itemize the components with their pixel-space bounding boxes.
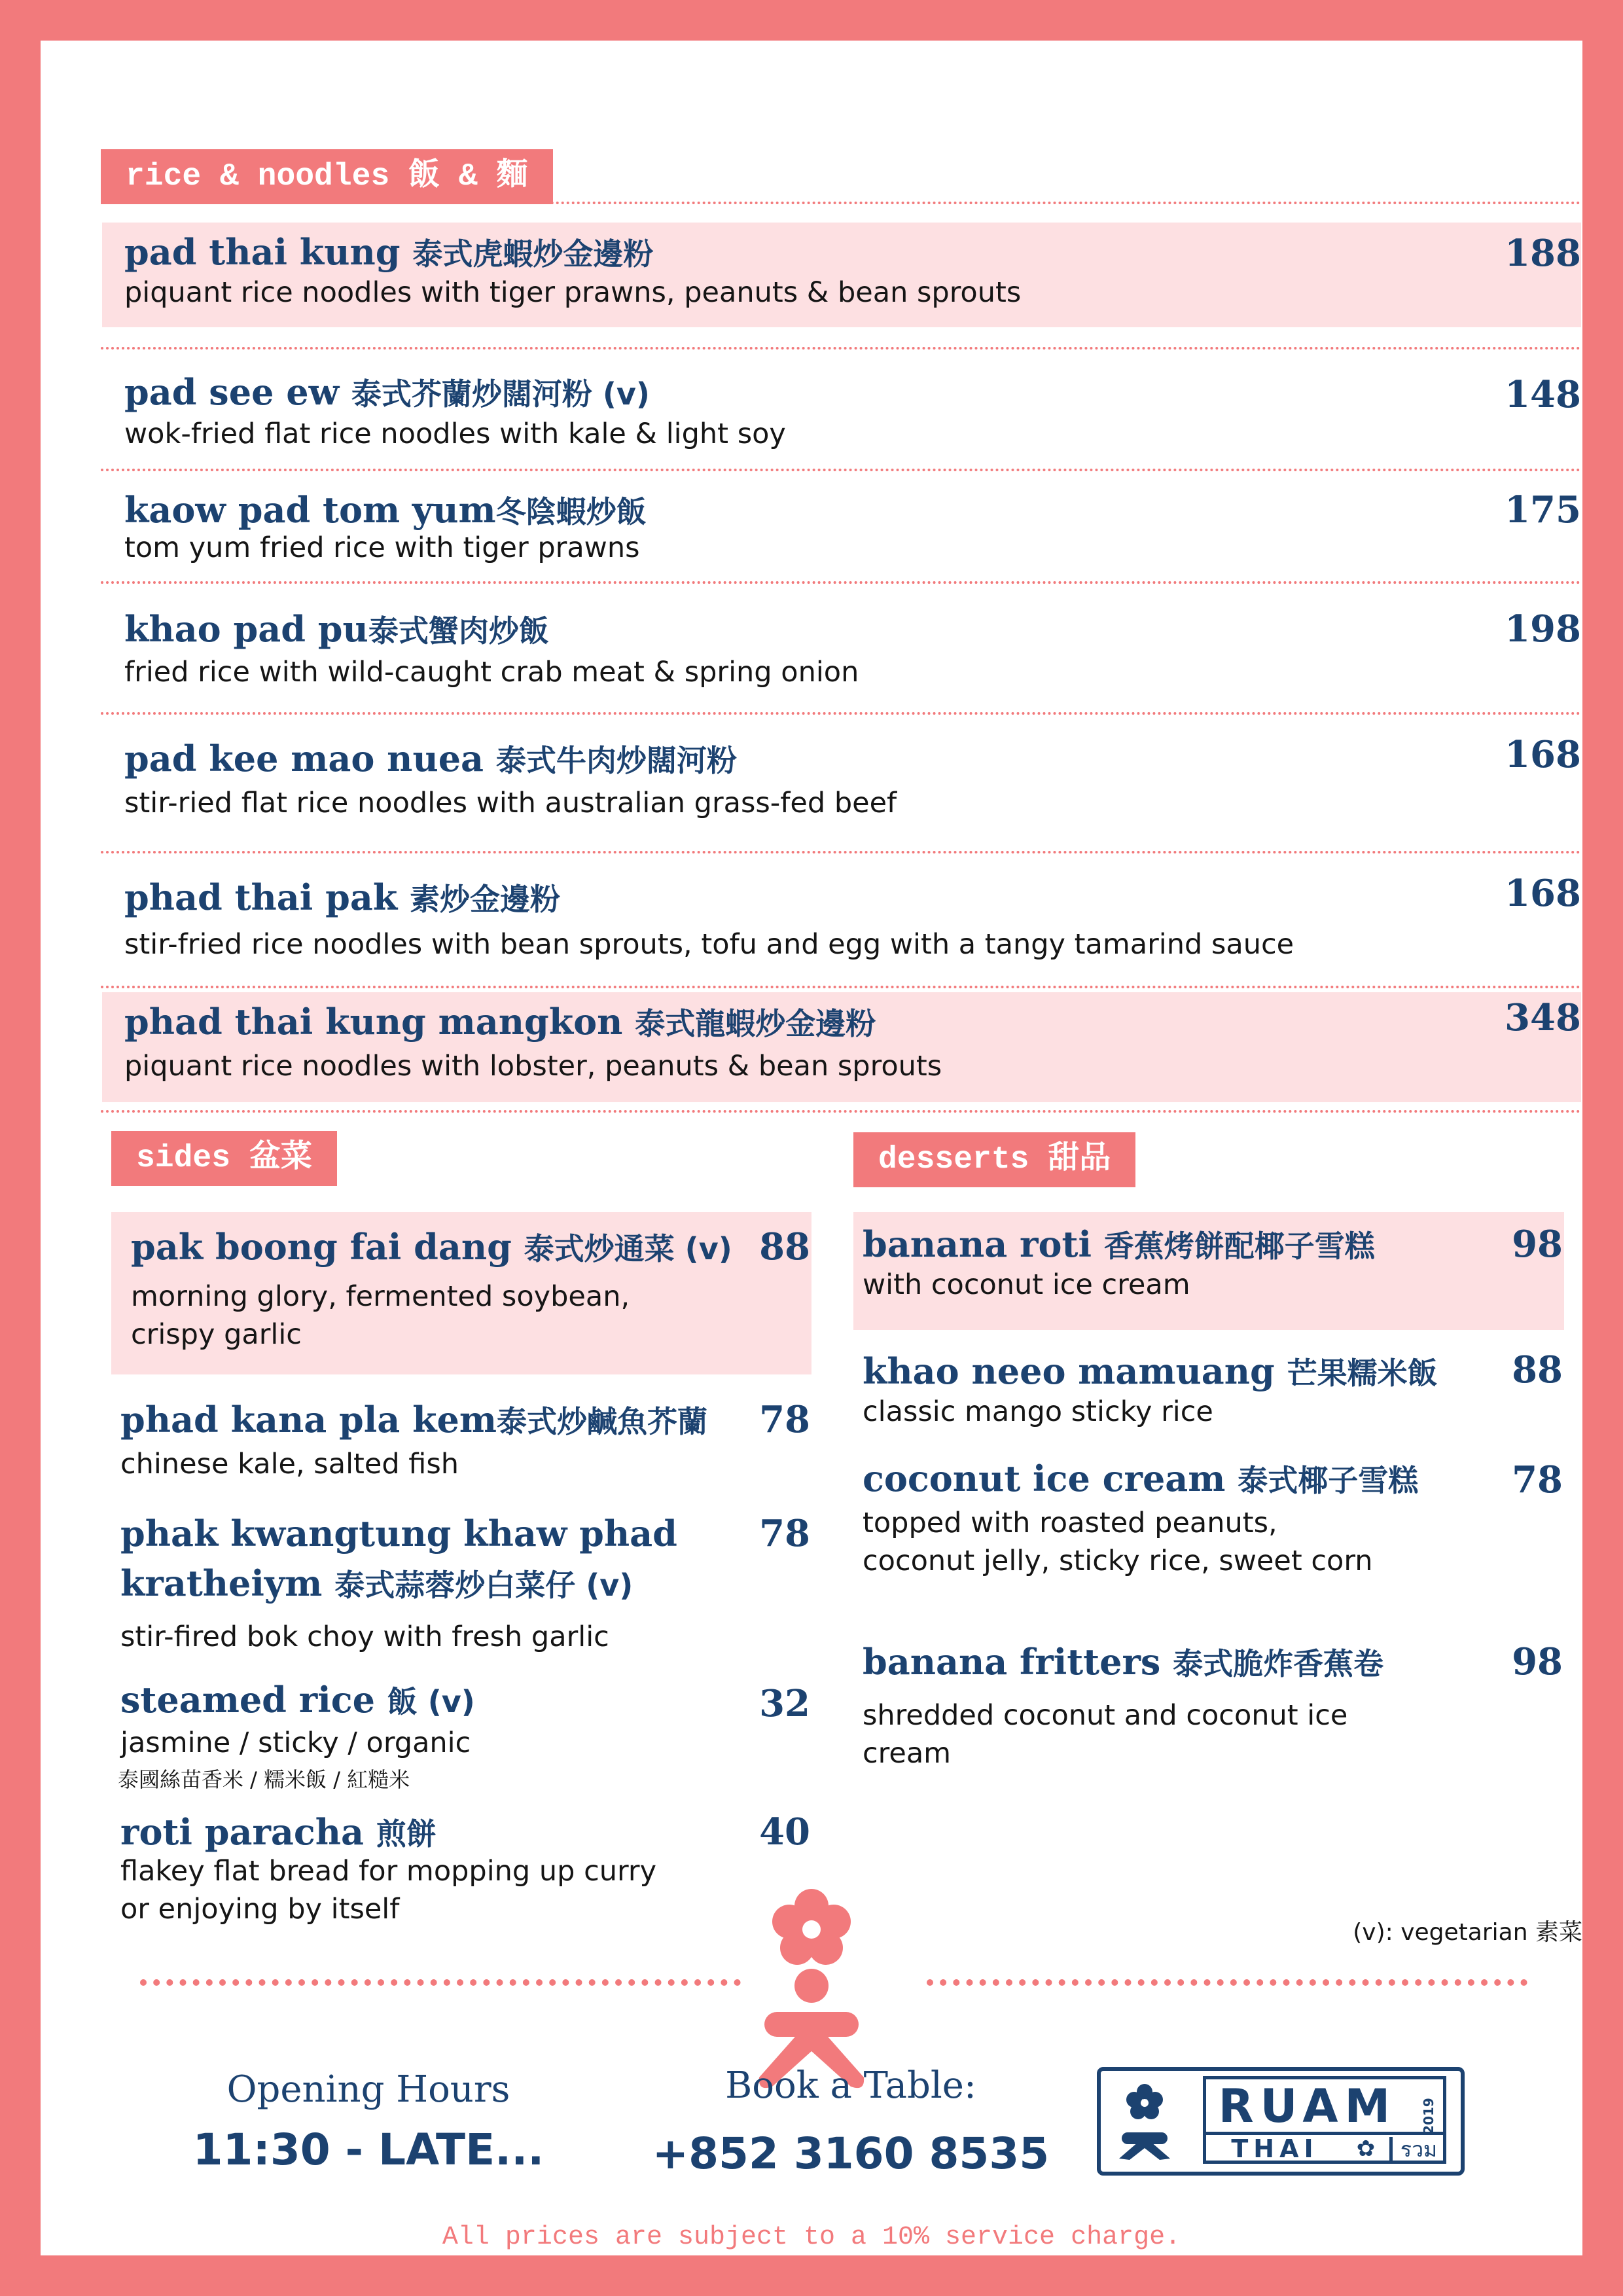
- dish-description: tom yum fried rice with tiger prawns: [124, 531, 640, 564]
- dish-name: pak boong fai dang 泰式炒通菜 (v): [131, 1226, 732, 1268]
- dish-name: pad kee mao nuea 泰式牛肉炒闊河粉: [124, 738, 737, 780]
- dish-price: 78: [1512, 1458, 1563, 1501]
- divider: [101, 712, 1581, 715]
- logo-flower-icon: ✿: [1356, 2136, 1376, 2162]
- dish-name: pad see ew 泰式芥蘭炒闊河粉 (v): [124, 371, 650, 413]
- logo-word-thai: THAI: [1231, 2134, 1319, 2163]
- dish-price: 32: [759, 1682, 810, 1725]
- section-tag-sides: sides 盆菜: [111, 1131, 337, 1186]
- dish-name: phad kana pla kem泰式炒鹹魚芥蘭: [120, 1399, 707, 1441]
- dish-name: khao neeo mamuang 芒果糯米飯: [863, 1350, 1438, 1392]
- opening-hours-value: 11:30 - LATE...: [192, 2125, 544, 2175]
- section-tag-rice-noodles: rice & noodles 飯 & 麵: [101, 149, 553, 204]
- dish-name: roti paracha 煎餅: [120, 1811, 437, 1853]
- opening-hours-label: Opening Hours: [226, 2068, 510, 2111]
- dish-description: fried rice with wild-caught crab meat & spring onion: [124, 656, 859, 689]
- footer-divider-left: [140, 1979, 741, 1986]
- logo-thai-script: รวม: [1389, 2137, 1445, 2162]
- dish-name: banana fritters 泰式脆炸香蕉卷: [863, 1641, 1384, 1683]
- dish-price: 188: [1505, 232, 1581, 275]
- dish-description: shredded coconut and coconut ice cream: [863, 1699, 1348, 1770]
- dish-price: 148: [1505, 373, 1581, 416]
- dish-description: morning glory, fermented soybean, crispy garlic: [131, 1280, 630, 1351]
- mascot-logo-icon: [1116, 2083, 1173, 2161]
- dish-price: 175: [1505, 488, 1581, 531]
- dish-price: 348: [1505, 996, 1581, 1039]
- dish-price: 88: [759, 1225, 810, 1268]
- divider: [101, 202, 1581, 204]
- dish-price: 78: [759, 1398, 810, 1441]
- ruam-thai-logo: [1097, 2067, 1465, 2176]
- footer-divider-right: [927, 1979, 1527, 1986]
- vegetarian-legend: (v): vegetarian 素菜: [1353, 1919, 1582, 1946]
- dish-price: 78: [759, 1512, 810, 1555]
- dish-description-chinese: 泰國絲苗香米 / 糯米飯 / 紅糙米: [118, 1767, 410, 1792]
- dish-description: flakey flat bread for mopping up curry or enjoying by itself: [120, 1855, 657, 1926]
- dish-price: 168: [1505, 872, 1581, 915]
- section-tag-desserts: desserts 甜品: [853, 1132, 1135, 1187]
- dish-description: topped with roasted peanuts, coconut jelly, sticky rice, sweet corn: [863, 1507, 1373, 1577]
- dish-name: coconut ice cream 泰式椰子雪糕: [863, 1458, 1419, 1499]
- dish-name: kratheiym 泰式蒜蓉炒白菜仔 (v): [120, 1562, 633, 1604]
- logo-word-ruam: RUAM: [1218, 2079, 1397, 2133]
- dish-description: jasmine / sticky / organic: [120, 1727, 471, 1759]
- dish-description: stir-ried flat rice noodles with australian grass-fed beef: [124, 787, 897, 819]
- dish-price: 98: [1512, 1223, 1563, 1266]
- logo-inner-box: [1203, 2076, 1446, 2164]
- dish-price: 88: [1512, 1348, 1563, 1391]
- divider: [101, 581, 1581, 584]
- divider: [101, 986, 1581, 988]
- dish-description: wok-fried flat rice noodles with kale & light soy: [124, 418, 786, 450]
- dish-name: steamed rice 飯 (v): [120, 1679, 475, 1721]
- book-table-label: Book a Table:: [725, 2064, 976, 2107]
- dish-description: classic mango sticky rice: [863, 1395, 1213, 1428]
- dish-price: 40: [759, 1810, 810, 1854]
- divider: [101, 469, 1581, 471]
- dish-name: phad thai pak 素炒金邊粉: [124, 876, 561, 918]
- dish-name: phad thai kung mangkon 泰式龍蝦炒金邊粉: [124, 1001, 876, 1043]
- dish-description: chinese kale, salted fish: [120, 1448, 459, 1480]
- dish-name: khao pad pu泰式蟹肉炒飯: [124, 608, 549, 650]
- dish-name: pad thai kung 泰式虎蝦炒金邊粉: [124, 231, 654, 273]
- dish-name: phak kwangtung khaw phad: [120, 1513, 677, 1554]
- dish-price: 168: [1505, 733, 1581, 776]
- divider: [101, 1110, 1581, 1113]
- dish-name: kaow pad tom yum冬陰蝦炒飯: [124, 489, 647, 531]
- phone-number[interactable]: +852 3160 8535: [652, 2128, 1050, 2179]
- dish-description: stir-fired bok choy with fresh garlic: [120, 1621, 609, 1653]
- dish-description: stir-fried rice noodles with bean sprouts, tofu and egg with a tangy tamarind sauce: [124, 928, 1294, 961]
- divider: [101, 347, 1581, 350]
- logo-year: 2019: [1421, 2098, 1437, 2134]
- dish-price: 198: [1505, 607, 1581, 651]
- dish-price: 98: [1512, 1640, 1563, 1683]
- menu-page: [41, 41, 1582, 2255]
- dish-description: piquant rice noodles with lobster, peanuts & bean sprouts: [124, 1050, 942, 1083]
- divider: [101, 851, 1581, 853]
- dish-description: piquant rice noodles with tiger prawns, peanuts & bean sprouts: [124, 276, 1022, 309]
- dish-description: with coconut ice cream: [863, 1268, 1190, 1301]
- dish-name: banana roti 香蕉烤餅配椰子雪糕: [863, 1223, 1375, 1265]
- service-charge-note: All prices are subject to a 10% service charge.: [442, 2223, 1181, 2252]
